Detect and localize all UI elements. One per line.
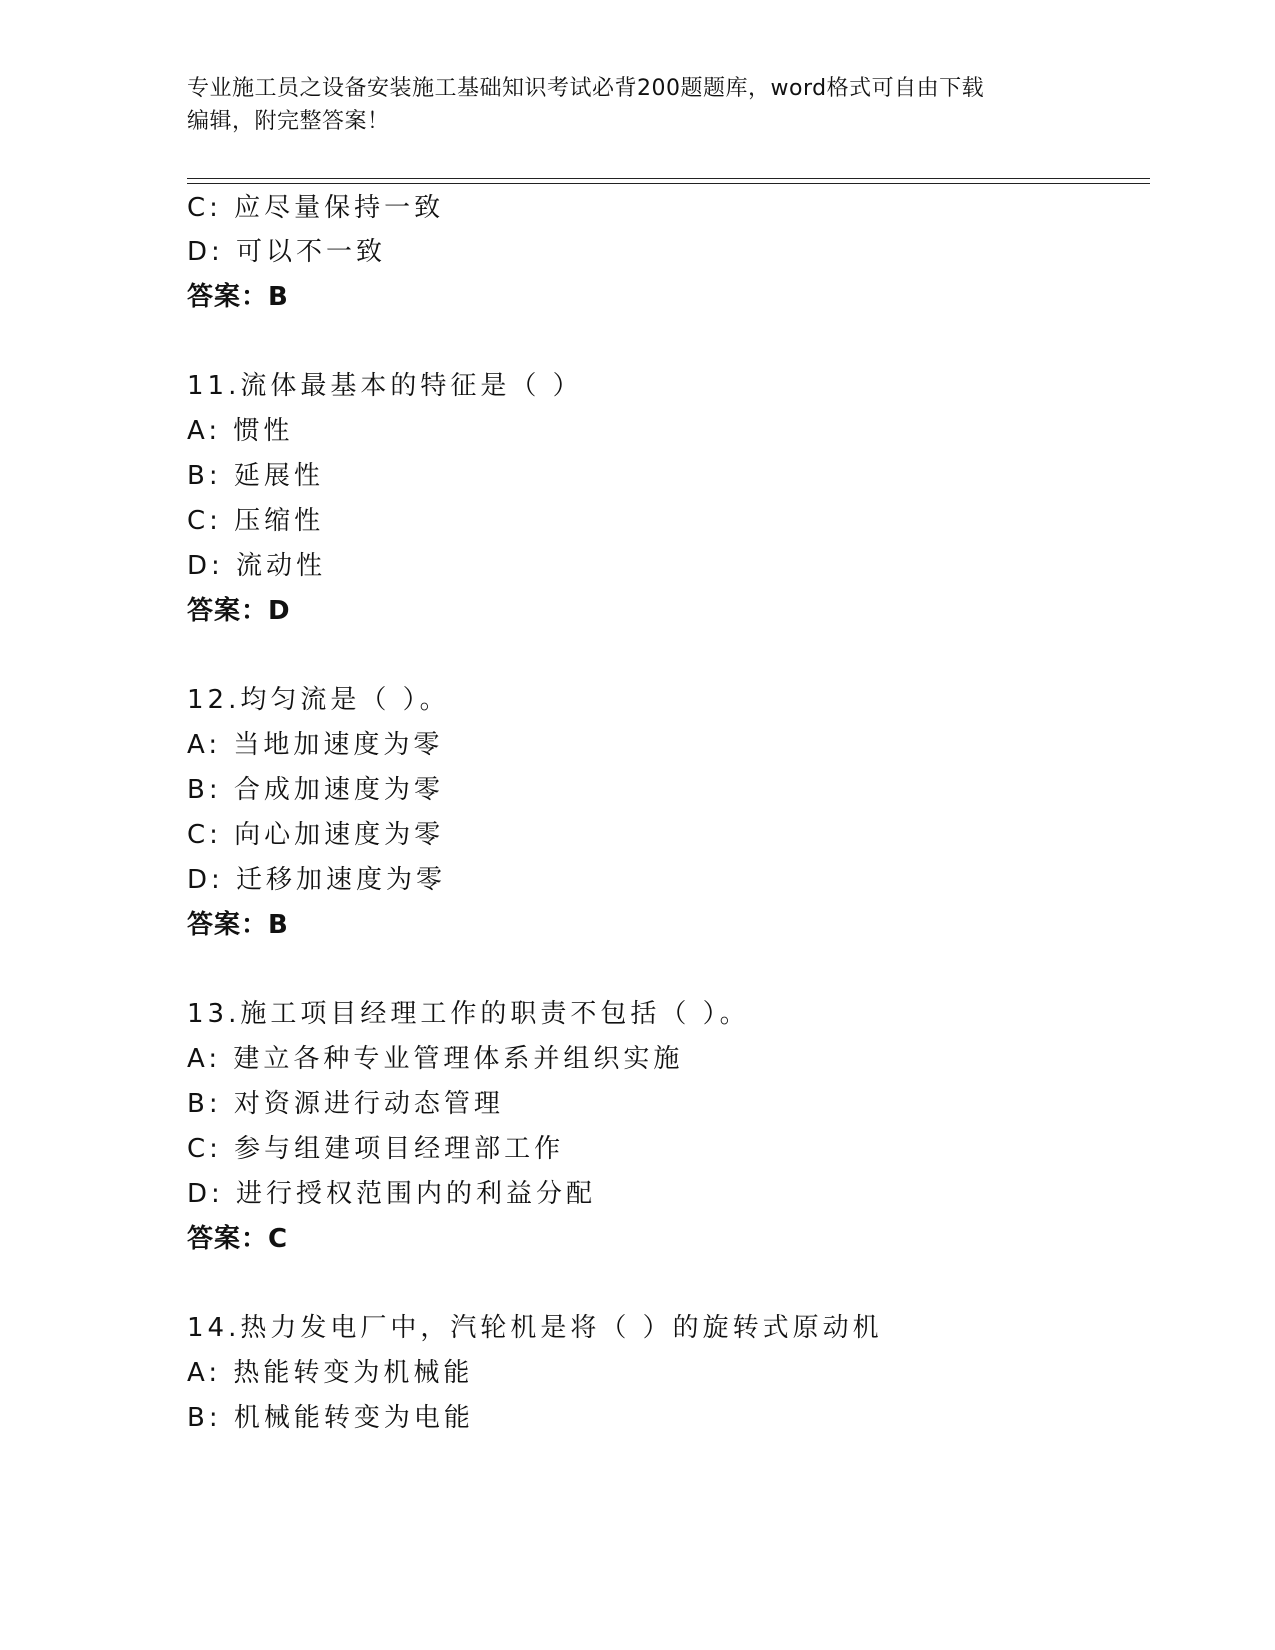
question-13-answer: 答案：C: [187, 1224, 289, 1254]
question-14-option-b: B: 机械能转变为电能: [187, 1403, 474, 1433]
question-12-option-d: D: 迁移加速度为零: [187, 865, 447, 895]
question-11-option-d: D: 流动性: [187, 551, 327, 581]
document-header: [187, 72, 1087, 138]
question-12-answer: 答案：B: [187, 910, 289, 940]
header-title-line-1: 专业施工员之设备安装施工基础知识考试必背200题题库，word格式可自由下载: [187, 76, 985, 101]
question-11-answer: 答案：D: [187, 596, 291, 626]
question-13-option-b: B: 对资源进行动态管理: [187, 1089, 504, 1119]
question-14-stem: 14.热力发电厂中，汽轮机是将（ ）的旋转式原动机: [187, 1313, 883, 1343]
question-11-option-c: C: 压缩性: [187, 506, 325, 536]
question-12-option-b: B: 合成加速度为零: [187, 775, 444, 805]
question-14-option-a: A: 热能转变为机械能: [187, 1358, 474, 1388]
header-divider-bottom: [187, 183, 1150, 184]
answer-line: 答案：B: [187, 282, 289, 312]
question-11-option-b: B: 延展性: [187, 461, 324, 491]
question-12-option-a: A: 当地加速度为零: [187, 730, 444, 760]
option-d: D: 可以不一致: [187, 237, 387, 267]
option-c: C: 应尽量保持一致: [187, 193, 445, 223]
question-13-option-c: C: 参与组建项目经理部工作: [187, 1134, 565, 1164]
question-12-option-c: C: 向心加速度为零: [187, 820, 445, 850]
question-11-option-a: A: 惯性: [187, 416, 294, 446]
question-13-stem: 13.施工项目经理工作的职责不包括（ ）。: [187, 999, 750, 1029]
question-11-stem: 11.流体最基本的特征是（ ）: [187, 371, 583, 401]
header-divider-top: [187, 178, 1150, 179]
question-13-option-d: D: 进行授权范围内的利益分配: [187, 1179, 597, 1209]
header-title-line-2: 编辑，附完整答案！: [187, 109, 390, 134]
question-12-stem: 12.均匀流是（ ）。: [187, 685, 450, 715]
question-13-option-a: A: 建立各种专业管理体系并组织实施: [187, 1044, 684, 1074]
